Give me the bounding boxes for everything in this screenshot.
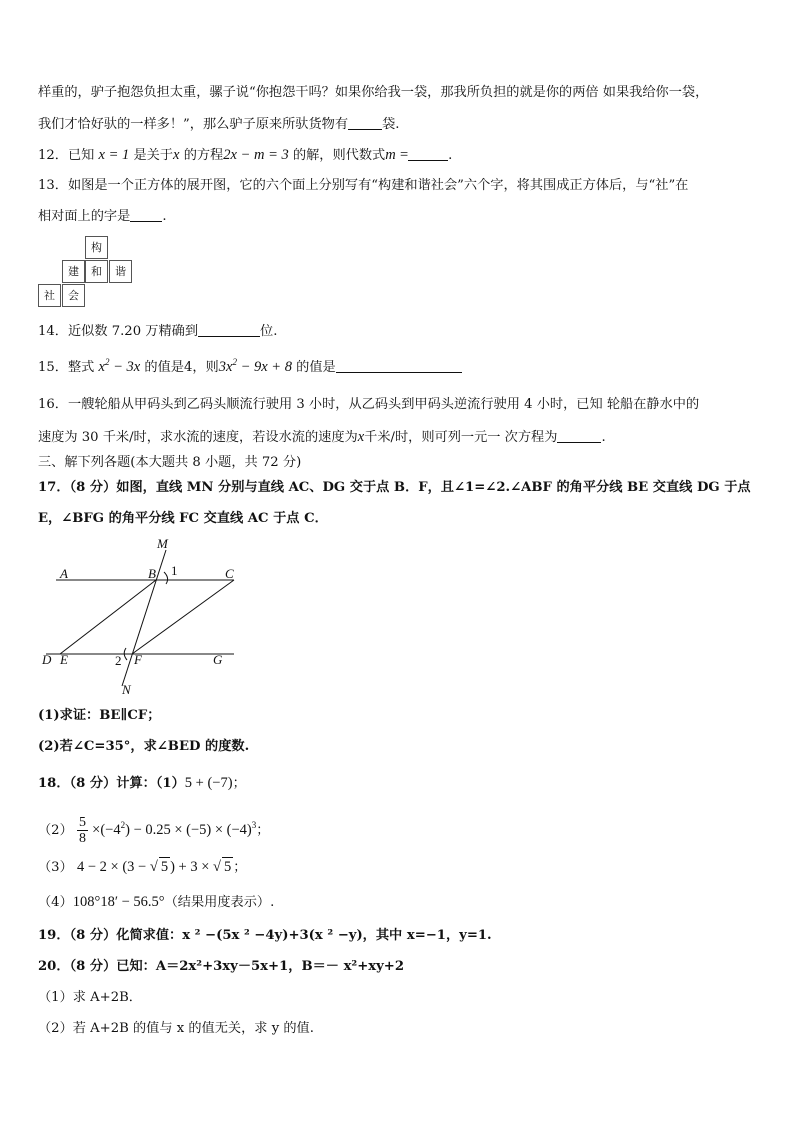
q15-expr2: $3x^2 - 9x + 8$ [218,357,292,375]
q11-answer-blank [348,116,382,130]
q18-p2-label: （2） [38,823,73,838]
label-angle-1: 1 [171,563,178,578]
q15-expr1: $x^2 - 3x$ [98,357,141,375]
q12-period: . [448,148,453,163]
line-be [60,580,156,654]
cube-face: 构 [85,236,108,259]
angle-1-arc [164,572,168,584]
label-e: E [60,652,68,667]
q13-text: 相对面上的字是 [38,209,131,224]
geometry-figure [38,532,248,700]
q20-part2: （2）若 A+2B 的值与 x 的值无关，求 y 的值. [38,1021,314,1036]
q18-sep: ； [256,823,270,838]
label-n: N [122,682,131,697]
q18-p4-expr: 108°18′ − 56.5° [72,894,165,910]
q18-sep: ； [232,776,246,791]
q16-tail: . [601,430,606,445]
q17-line2: E，∠BFG 的角平分线 FC 交直线 AC 于点 C． [38,511,328,526]
q18-head [38,774,246,793]
cube-face: 社 [38,284,61,307]
q11-line2 [38,116,399,134]
q20-line1: 20．（8 分）已知：A＝2x²+3xy－5x+1，B＝－ x²+xy+2 [38,959,405,974]
q12 [38,146,452,165]
q16-answer-blank [557,429,601,443]
cube-face: 建 [62,260,85,283]
q17-part2: (2)若∠C=35°，求∠BED 的度数. [38,739,250,754]
q12-var-m: m [385,147,396,163]
cube-net-figure [38,236,136,308]
q12-equals: = [399,147,409,163]
label-b: B [148,566,156,581]
q13-line2 [38,208,167,226]
q13-line1: 13．如图是一个正方体的展开图，它的六个面上分别写有“构建和谐社会”六个字，将其围成正方体后，与“社”在 [38,178,689,193]
q18-title: 18．（8 分）计算：（1） [38,776,185,791]
q16-text-b: 千米/时，则可列一元一 次方程为 [364,430,558,445]
q15-text-b: 的值是4，则 [144,360,219,375]
q15-text-c: 的值是 [296,360,336,375]
q18-p3-expr: 4 − 2 × (3 − √ 5 ) + 3 × √ 5 [76,859,232,875]
line-fc [132,580,234,654]
label-f: F [134,652,142,667]
q11-text: 我们才恰好驮的一样多！”，那么驴子原来所驮货物有 [38,117,349,132]
q18-p4-label: （4） [38,895,73,910]
q16-line1: 16．一艘轮船从甲码头到乙码头顺流行驶用 3 小时，从乙码头到甲码头逆流行驶用 4 小时，已知 轮船在静水中的 [38,397,700,412]
q12-text-b: 是关于 [133,148,174,163]
label-m: M [157,536,168,551]
q16-text-a: 速度为 30 千米/时，求水流的速度，若设水流的速度为 [38,430,358,445]
q17-line1: 17．（8 分）如图，直线 MN 分别与直线 AC、DG 交于点 B．F，且∠1=∠2.∠ABF 的角平分线 BE 交直线 DG 于点 [38,480,751,495]
label-g: G [213,652,223,667]
cube-face: 谐 [109,260,132,283]
q12-answer-blank [408,147,448,161]
q12-equation: 2x − m = 3 [223,147,289,163]
q17-part1: (1)求证：BE∥CF； [38,708,161,723]
cube-face: 和 [85,260,108,283]
q18-p3-label: （3） [38,860,73,875]
q13-answer-blank [130,208,162,222]
q14 [38,323,277,341]
q15-answer-blank [336,359,462,373]
q18-p2-expr: $\times(-4^2) - 0.25 \times (-5) \times (-4)^3$ [92,820,257,838]
q11-tail: 袋. [382,117,400,132]
label-angle-2: 2 [115,653,122,668]
section-heading: 三、解下列各题(本大题共 8 小题，共 72 分) [38,455,302,470]
q18-p4-tail: （结果用度表示）. [164,895,275,910]
q18-part2 [38,815,269,846]
q15-text-a: 15．整式 [38,360,95,375]
label-c: C [225,566,234,581]
q12-var-x: x [173,147,180,163]
line-mn [122,550,166,686]
q16-line2 [38,428,606,447]
q12-text-d: 的解，则代数式 [292,148,386,163]
q12-x-eq: x = 1 [98,147,130,163]
label-a: A [60,566,68,581]
q18-part4 [38,893,274,912]
q13-tail: . [162,209,167,224]
q18-p1-expr: 5 + (−7) [184,775,233,791]
label-d: D [42,652,52,667]
q20-part1: （1）求 A+2B． [38,990,142,1005]
q12-text-c: 的方程 [183,148,224,163]
q18-part3 [38,857,246,877]
q19: 19．（8 分）化简求值：x ² −(5x ² −4y)+3(x ² −y)，其中 x=−1，y=1. [38,928,492,943]
q14-text: 14．近似数 7.20 万精确到 [38,324,199,339]
q14-answer-blank [198,323,260,337]
q18-sep: ； [233,860,247,875]
q16-var-x: x [357,429,365,445]
q18-fraction: $\frac{5}{8}$ [78,815,86,846]
q11-line1: 样重的，驴子抱怨负担太重，骡子说“你抱怨干吗？如果你给我一袋，那我所负担的就是你的两倍 如果我给你一袋， [38,85,709,100]
q12-number: 12． [38,148,68,163]
q14-tail: 位. [260,324,278,339]
cube-face: 会 [62,284,85,307]
q15 [38,358,462,377]
q12-text-a: 已知 [67,148,95,163]
